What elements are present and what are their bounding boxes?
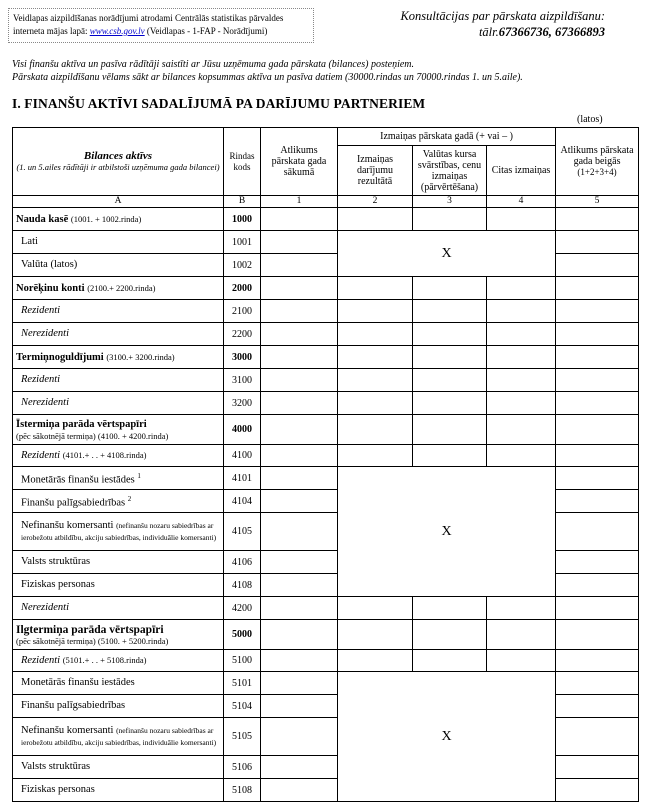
input-cell[interactable]	[487, 277, 556, 300]
row-label	[13, 208, 224, 231]
input-cell[interactable]	[556, 445, 639, 467]
table-row	[13, 231, 639, 254]
row-note: (pēc sākotnējā termiņa) (4100. + 4200.rinda)	[16, 430, 169, 441]
input-cell[interactable]	[261, 513, 338, 551]
row-label-text: Monetārās finanšu iestādes	[21, 474, 135, 486]
input-cell[interactable]	[261, 467, 338, 490]
input-cell[interactable]	[261, 445, 338, 467]
row-code: 5000	[224, 620, 261, 650]
table-row	[13, 300, 639, 323]
header-change-fx: Valūtas kursa svārstības, cenu izmaiņas (pārvērtēšana)	[413, 146, 487, 196]
table-row	[13, 392, 639, 415]
header-assets	[13, 128, 224, 196]
input-cell[interactable]	[338, 650, 413, 672]
row-note: (pēc sākotnējā termiņa) (5100. + 5200.rinda)	[16, 635, 169, 646]
row-label	[13, 467, 224, 490]
row-code: 2000	[224, 277, 261, 300]
input-cell[interactable]	[487, 445, 556, 467]
input-cell[interactable]	[556, 369, 639, 392]
input-cell[interactable]	[261, 620, 338, 650]
input-cell[interactable]	[261, 208, 338, 231]
input-cell[interactable]	[261, 650, 338, 672]
note-prefix: interneta mājas lapā:	[13, 26, 90, 36]
input-cell[interactable]	[487, 620, 556, 650]
input-cell[interactable]	[556, 467, 639, 490]
input-cell[interactable]	[556, 254, 639, 277]
input-cell[interactable]	[556, 323, 639, 346]
input-cell[interactable]	[413, 346, 487, 369]
row-code: 3100	[224, 369, 261, 392]
input-cell[interactable]	[261, 369, 338, 392]
input-cell[interactable]	[261, 574, 338, 597]
input-cell[interactable]	[413, 620, 487, 650]
input-cell[interactable]	[556, 231, 639, 254]
input-cell[interactable]	[556, 208, 639, 231]
row-label: Nerezidenti	[13, 392, 224, 415]
header-closing	[556, 128, 639, 196]
row-code: 4104	[224, 490, 261, 513]
input-cell[interactable]	[261, 695, 338, 718]
input-cell[interactable]	[556, 490, 639, 513]
row-code: 4101	[224, 467, 261, 490]
input-cell[interactable]	[413, 300, 487, 323]
row-code: 1002	[224, 254, 261, 277]
row-code: 1000	[224, 208, 261, 231]
note-line-1: Veidlapas aizpildīšanas norādījumi atrodami Centrālās statistikas pārvaldes	[13, 13, 284, 23]
instructions-note	[8, 8, 314, 43]
input-cell[interactable]	[261, 597, 338, 620]
intro-line-1: Visi finanšu aktīva un pasīva rādītāji saistīti ar Jūsu uzņēmuma gada pārskata (bilances) posteņiem.	[12, 59, 415, 70]
input-cell[interactable]	[261, 254, 338, 277]
row-label: Monetārās finanšu iestādes	[13, 672, 224, 695]
input-cell[interactable]	[487, 346, 556, 369]
input-cell[interactable]	[338, 346, 413, 369]
table-row	[13, 415, 639, 445]
input-cell[interactable]	[556, 620, 639, 650]
row-code: 5105	[224, 718, 261, 756]
table-row	[13, 323, 639, 346]
row-label: Nerezidenti	[13, 597, 224, 620]
currency-unit: (latos)	[577, 114, 603, 125]
table-row	[13, 620, 639, 650]
header-assets-title: Bilances aktīvs	[83, 150, 153, 162]
input-cell[interactable]	[556, 756, 639, 779]
row-label	[13, 277, 224, 300]
csb-link[interactable]: www.csb.gov.lv	[89, 26, 145, 36]
header-closing-formula: (1+2+3+4)	[577, 167, 617, 177]
row-label: Valsts struktūras	[13, 551, 224, 574]
input-cell[interactable]	[556, 415, 639, 445]
row-code: 4106	[224, 551, 261, 574]
row-label: Valūta (latos)	[13, 254, 224, 277]
input-cell[interactable]	[261, 231, 338, 254]
row-label	[13, 718, 224, 756]
input-cell[interactable]	[556, 718, 639, 756]
table-row	[13, 445, 639, 467]
input-cell[interactable]	[261, 490, 338, 513]
col-letter: 3	[413, 196, 487, 208]
input-cell[interactable]	[261, 756, 338, 779]
header-change-other: Citas izmaiņas	[487, 146, 556, 196]
col-letter: A	[13, 196, 224, 208]
input-cell[interactable]	[261, 551, 338, 574]
row-note: (nefinanšu nozaru sabiedrības ar ierobežotu atbildību, akciju sabiedrības, individuālie komersanti)	[21, 520, 217, 542]
input-cell[interactable]	[556, 597, 639, 620]
header-closing-title: Atlikums pārskata gada beigās	[560, 145, 634, 167]
table-row	[13, 208, 639, 231]
input-cell[interactable]	[338, 277, 413, 300]
input-cell[interactable]	[487, 323, 556, 346]
input-cell[interactable]	[487, 415, 556, 445]
header-assets-note: (1. un 5.ailes rādītāji ir atbilstoši uzņēmuma gada bilancei)	[16, 162, 220, 172]
consultation-info	[400, 8, 605, 40]
row-code: 4105	[224, 513, 261, 551]
note-suffix: (Veidlapas - 1-FAP - Norādījumi)	[144, 26, 268, 36]
cross-out-cell: X	[338, 672, 556, 802]
input-cell[interactable]	[556, 650, 639, 672]
col-letter: 2	[338, 196, 413, 208]
row-code: 3200	[224, 392, 261, 415]
note-line-2	[13, 25, 309, 38]
input-cell[interactable]	[413, 323, 487, 346]
row-label	[13, 415, 224, 445]
input-cell[interactable]	[338, 369, 413, 392]
row-label-text: Nefinanšu komersanti	[21, 519, 114, 531]
row-code: 4100	[224, 445, 261, 467]
input-cell[interactable]	[261, 672, 338, 695]
row-label-text: Īstermiņa parāda vērtspapīri	[16, 418, 147, 430]
row-label-text: Nauda kasē	[16, 213, 69, 225]
row-code: 1001	[224, 231, 261, 254]
table-row	[13, 277, 639, 300]
row-label: Rezidenti	[13, 300, 224, 323]
intro-line-2: Pārskata aizpildīšanu vēlams sākt ar bilances kopsummas aktīva un pasīva datiem (30000.rindas un 70000.rindas 1. un 5.aile).	[12, 72, 523, 83]
cross-out-cell: X	[338, 467, 556, 597]
row-label	[13, 513, 224, 551]
row-label-text: Ilgtermiņa parāda vērtspapīri	[16, 623, 164, 636]
row-label	[13, 346, 224, 369]
input-cell[interactable]	[261, 779, 338, 802]
row-code: 5104	[224, 695, 261, 718]
input-cell[interactable]	[261, 718, 338, 756]
header-opening: Atlikums pārskata gada sākumā	[261, 128, 338, 196]
row-note: (nefinanšu nozaru sabiedrības ar ierobežotu atbildību, akciju sabiedrības, individuālie komersanti)	[21, 725, 217, 747]
input-cell[interactable]	[338, 323, 413, 346]
input-cell[interactable]	[338, 208, 413, 231]
col-letter: 4	[487, 196, 556, 208]
row-code: 4000	[224, 415, 261, 445]
table-row	[13, 346, 639, 369]
input-cell[interactable]	[487, 369, 556, 392]
input-cell[interactable]	[487, 208, 556, 231]
row-label-text: Norēķinu konti	[16, 282, 85, 294]
row-code: 2100	[224, 300, 261, 323]
row-label: Lati	[13, 231, 224, 254]
input-cell[interactable]	[261, 277, 338, 300]
financial-assets-table	[12, 127, 639, 802]
input-cell[interactable]	[261, 323, 338, 346]
col-letter: 1	[261, 196, 338, 208]
input-cell[interactable]	[556, 513, 639, 551]
row-note: (4101.+ . . + 4108.rinda)	[62, 450, 147, 460]
header-change-result: Izmaiņas darījumu rezultātā	[338, 146, 413, 196]
row-label: Fiziskas personas	[13, 574, 224, 597]
row-code: 3000	[224, 346, 261, 369]
header-changes: Izmaiņas pārskata gadā (+ vai – )	[338, 128, 556, 146]
input-cell[interactable]	[413, 277, 487, 300]
row-note: (5101.+ . . + 5108.rinda)	[62, 655, 147, 665]
input-cell[interactable]	[487, 300, 556, 323]
input-cell[interactable]	[556, 551, 639, 574]
input-cell[interactable]	[556, 574, 639, 597]
row-note: (2100.+ 2200.rinda)	[87, 282, 156, 293]
input-cell[interactable]	[261, 392, 338, 415]
input-cell[interactable]	[338, 597, 413, 620]
row-label: Rezidenti	[13, 369, 224, 392]
row-code: 5101	[224, 672, 261, 695]
row-label: Valsts struktūras	[13, 756, 224, 779]
input-cell[interactable]	[413, 208, 487, 231]
row-code: 5100	[224, 650, 261, 672]
table-row	[13, 597, 639, 620]
table-row	[13, 672, 639, 695]
row-label	[13, 445, 224, 467]
intro-text	[12, 58, 637, 84]
input-cell[interactable]	[338, 392, 413, 415]
row-code: 4200	[224, 597, 261, 620]
row-note: (3100.+ 3200.rinda)	[106, 351, 175, 362]
row-label-text: Termiņnoguldījumi	[16, 351, 104, 363]
input-cell[interactable]	[556, 300, 639, 323]
col-letter: B	[224, 196, 261, 208]
input-cell[interactable]	[413, 650, 487, 672]
input-cell[interactable]	[487, 597, 556, 620]
input-cell[interactable]	[413, 415, 487, 445]
input-cell[interactable]	[556, 695, 639, 718]
input-cell[interactable]	[487, 650, 556, 672]
consultation-phones	[400, 24, 605, 40]
input-cell[interactable]	[413, 369, 487, 392]
input-cell[interactable]	[413, 597, 487, 620]
row-code: 4108	[224, 574, 261, 597]
input-cell[interactable]	[413, 445, 487, 467]
footnote-mark: 1	[137, 471, 141, 480]
row-code: 5106	[224, 756, 261, 779]
phone-numbers: 67366736, 67366893	[498, 25, 605, 39]
input-cell[interactable]	[556, 392, 639, 415]
row-note: (1001. + 1002.rinda)	[70, 213, 142, 224]
row-label-text: Rezidenti	[21, 655, 61, 666]
row-label: Finanšu palīgsabiedrības	[13, 695, 224, 718]
input-cell[interactable]	[338, 445, 413, 467]
col-letter: 5	[556, 196, 639, 208]
input-cell[interactable]	[556, 779, 639, 802]
input-cell[interactable]	[261, 415, 338, 445]
phone-prefix: tālr.	[478, 25, 499, 39]
row-code: 5108	[224, 779, 261, 802]
row-label-text: Rezidenti	[21, 450, 61, 461]
row-label	[13, 650, 224, 672]
row-label-text: Finanšu palīgsabiedrības	[21, 497, 126, 509]
row-label	[13, 490, 224, 513]
cross-out-cell: X	[338, 231, 556, 277]
consultation-label: Konsultācijas par pārskata aizpildīšanu:	[400, 9, 605, 23]
table-row	[13, 467, 639, 490]
row-label: Nerezidenti	[13, 323, 224, 346]
input-cell[interactable]	[338, 415, 413, 445]
input-cell[interactable]	[338, 620, 413, 650]
header-row-code: Rindas kods	[224, 128, 261, 196]
input-cell[interactable]	[556, 672, 639, 695]
input-cell[interactable]	[487, 392, 556, 415]
section-title: I. FINANŠU AKTĪVI SADALĪJUMĀ PA DARĪJUMU PARTNERIEM	[12, 96, 426, 111]
input-cell[interactable]	[338, 300, 413, 323]
row-label: Fiziskas personas	[13, 779, 224, 802]
input-cell[interactable]	[556, 277, 639, 300]
row-label-text: Nefinanšu komersanti	[21, 724, 114, 736]
input-cell[interactable]	[556, 346, 639, 369]
row-label	[13, 620, 224, 650]
input-cell[interactable]	[261, 300, 338, 323]
table-row	[13, 369, 639, 392]
table-row	[13, 650, 639, 672]
input-cell[interactable]	[413, 392, 487, 415]
input-cell[interactable]	[261, 346, 338, 369]
footnote-mark: 2	[127, 494, 132, 503]
row-code: 2200	[224, 323, 261, 346]
